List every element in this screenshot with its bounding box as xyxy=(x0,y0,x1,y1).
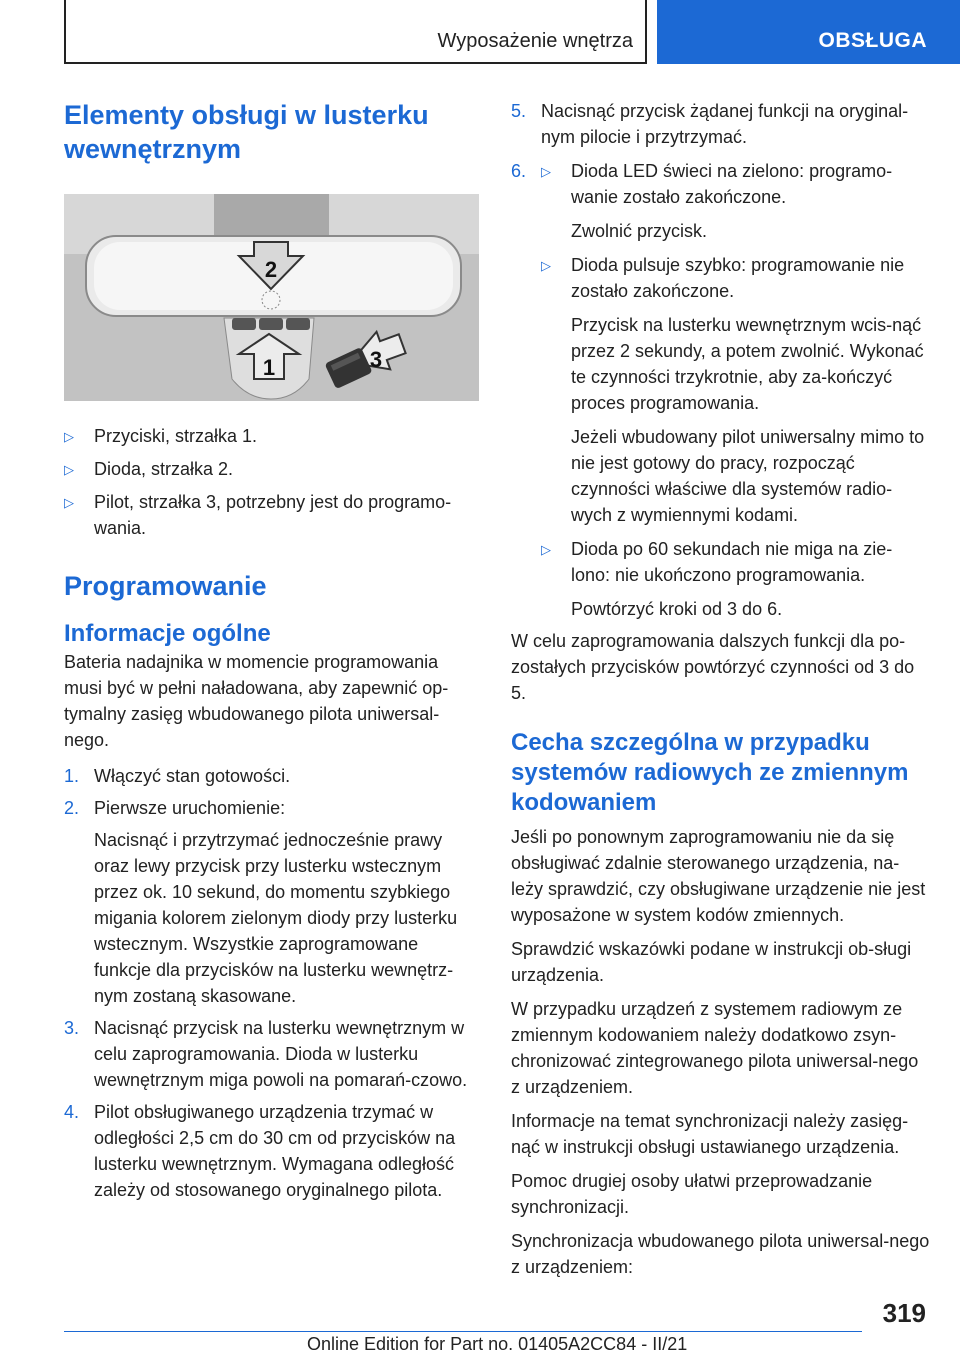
header-section-title: Wyposażenie wnętrza xyxy=(437,30,633,52)
figure-label-3: 3 xyxy=(369,347,383,372)
step-text: Nacisnąć przycisk na lusterku wewnętrznym w celu zaprogramowania. Dioda w lusterku wewnętrznym miga powoli na pomarań-czowo. xyxy=(94,1018,468,1090)
step-text: Nacisnąć przycisk żądanej funkcji na oryginal-nym pilocie i przytrzymać. xyxy=(541,101,909,147)
section-title-programming: Programowanie xyxy=(64,571,267,601)
right-column xyxy=(511,98,931,1280)
list-item xyxy=(64,1099,479,1203)
step-text: Pilot obsługiwanego urządzenia trzymać w odległości 2,5 cm do 30 cm od przycisków na lusterku wewnętrznym. Wymagana odległość zależy od stosowanego oryginalnego pilota. xyxy=(94,1102,456,1200)
legend-text: Przyciski, strzałka 1. xyxy=(94,426,258,446)
section-title-rolling-code: Cecha szczególna w przypadku systemów radiowych ze zmiennym kodowaniem xyxy=(511,729,909,816)
list-item xyxy=(64,1015,479,1093)
list-item xyxy=(511,98,931,150)
list-item xyxy=(541,596,931,622)
list-item xyxy=(64,456,479,483)
step-number: 1. xyxy=(64,766,80,786)
triangle-bullet-icon: ▷ xyxy=(64,429,74,444)
header-chapter-tab xyxy=(657,0,960,64)
footer-divider xyxy=(64,1331,862,1332)
step-text: Włączyć stan gotowości. xyxy=(94,766,291,786)
list-item xyxy=(541,536,931,588)
steps-list xyxy=(64,763,479,1203)
list-item xyxy=(64,795,479,821)
list-item xyxy=(541,218,931,244)
step-text: Dioda LED świeci na zielono: programo-wanie zostało zakończone. xyxy=(571,161,893,207)
paragraph: Sprawdzić wskazówki podane w instrukcji ob-sługi urządzenia. xyxy=(511,939,912,985)
list-item xyxy=(541,252,931,304)
paragraph: Jeśli po ponownym zaprogramowaniu nie da się obsługiwać zdalnie sterowanego urządzenia, na-leży sprawdzić, czy obsługiwane urządzenie nie jest wyposażone w system kodów zmiennych. xyxy=(511,827,926,925)
instruction-text: Dioda po 60 sekundach nie miga na zie-lono: nie ukończono programowania. xyxy=(571,539,893,585)
triangle-bullet-icon: ▷ xyxy=(541,164,551,179)
figure-label-1: 1 xyxy=(262,355,276,380)
paragraph: Pomoc drugiej osoby ułatwi przeprowadzanie synchronizacji. xyxy=(511,1171,873,1217)
list-item xyxy=(64,489,479,541)
mirror-illustration xyxy=(64,194,479,401)
step-number: 6. xyxy=(511,161,527,181)
step-number: 3. xyxy=(64,1018,80,1038)
subsection-title-general-info: Informacje ogólne xyxy=(64,620,271,647)
figure-label-2: 2 xyxy=(264,257,278,282)
more-functions-paragraph: W celu zaprogramowania dalszych funkcji dla po-zostałych przycisków powtórzyć czynności od 3 do 5. xyxy=(511,631,915,703)
mirror-illustration-svg xyxy=(64,194,479,401)
legend-list xyxy=(64,423,479,541)
list-item xyxy=(64,763,479,789)
list-item xyxy=(541,424,931,528)
list-item xyxy=(64,827,479,1009)
page-number: 319 xyxy=(882,1298,926,1328)
step-number: 4. xyxy=(64,1102,80,1122)
triangle-bullet-icon: ▷ xyxy=(64,495,74,510)
instruction-text: Dioda pulsuje szybko: programowanie nie zostało zakończone. xyxy=(571,255,905,301)
legend-text: Dioda, strzałka 2. xyxy=(94,459,234,479)
step-text: Pierwsze uruchomienie: xyxy=(94,798,286,818)
paragraph: Synchronizacja wbudowanego pilota uniwersal-nego z urządzeniem: xyxy=(511,1231,930,1277)
sub-block xyxy=(511,218,931,622)
triangle-bullet-icon: ▷ xyxy=(541,258,551,273)
list-item xyxy=(541,312,931,416)
intro-paragraph: Bateria nadajnika w momencie programowania musi być w pełni naładowana, aby zapewnić op-tymalny zasięg wbudowanego pilota uniwersal-nego. xyxy=(64,652,449,750)
list-item xyxy=(64,423,479,450)
step-number: 2. xyxy=(64,798,80,818)
paragraph: Informacje na temat synchronizacji należy zasięg-nąć w instrukcji obsługi ustawianego urządzenia. xyxy=(511,1111,909,1157)
edition-footer: Online Edition for Part no. 01405A2CC84 - II/21 xyxy=(307,1334,688,1354)
paragraph: W przypadku urządzeń z systemem radiowym ze zmiennym kodowaniem należy dodatkowo zsyn-chronizować zintegrowanego pilota uniwersal-nego z urządzeniem. xyxy=(511,999,919,1097)
legend-text: Pilot, strzałka 3, potrzebny jest do programo-wania. xyxy=(94,492,452,538)
list-item xyxy=(511,158,931,210)
section-title-mirror-controls: Elementy obsługi w lusterku wewnętrznym xyxy=(64,100,429,164)
instruction-text: Jeżeli wbudowany pilot uniwersalny mimo to nie jest gotowy do pracy, rozpocząć czynności właściwe dla systemów radio-wych z wymiennymi kodami. xyxy=(571,427,925,525)
triangle-bullet-icon: ▷ xyxy=(64,462,74,477)
instruction-text: Przycisk na lusterku wewnętrznym wcis-nąć przez 2 sekundy, a potem zwolnić. Wykonać te czynności trzykrotnie, aby za-kończyć proces programowania. xyxy=(571,315,924,413)
instruction-text: Powtórzyć kroki od 3 do 6. xyxy=(571,599,783,619)
step-number: 5. xyxy=(511,101,527,121)
left-column xyxy=(64,98,479,1203)
header-section-box xyxy=(64,0,647,64)
step-detail: Nacisnąć i przytrzymać jednocześnie prawy oraz lewy przycisk przy lusterku wstecznym przez ok. 10 sekund, do momentu szybkiego migania kolorem zielonym diody przy lusterku wstecznym. Wszystkie zaprogramowane funkcje dla przycisków na lusterku wewnętrz-nym zostaną skasowane. xyxy=(94,830,458,1006)
triangle-bullet-icon: ▷ xyxy=(541,542,551,557)
instruction-text: Zwolnić przycisk. xyxy=(571,221,708,241)
header-chapter-title: OBSŁUGA xyxy=(818,29,927,52)
